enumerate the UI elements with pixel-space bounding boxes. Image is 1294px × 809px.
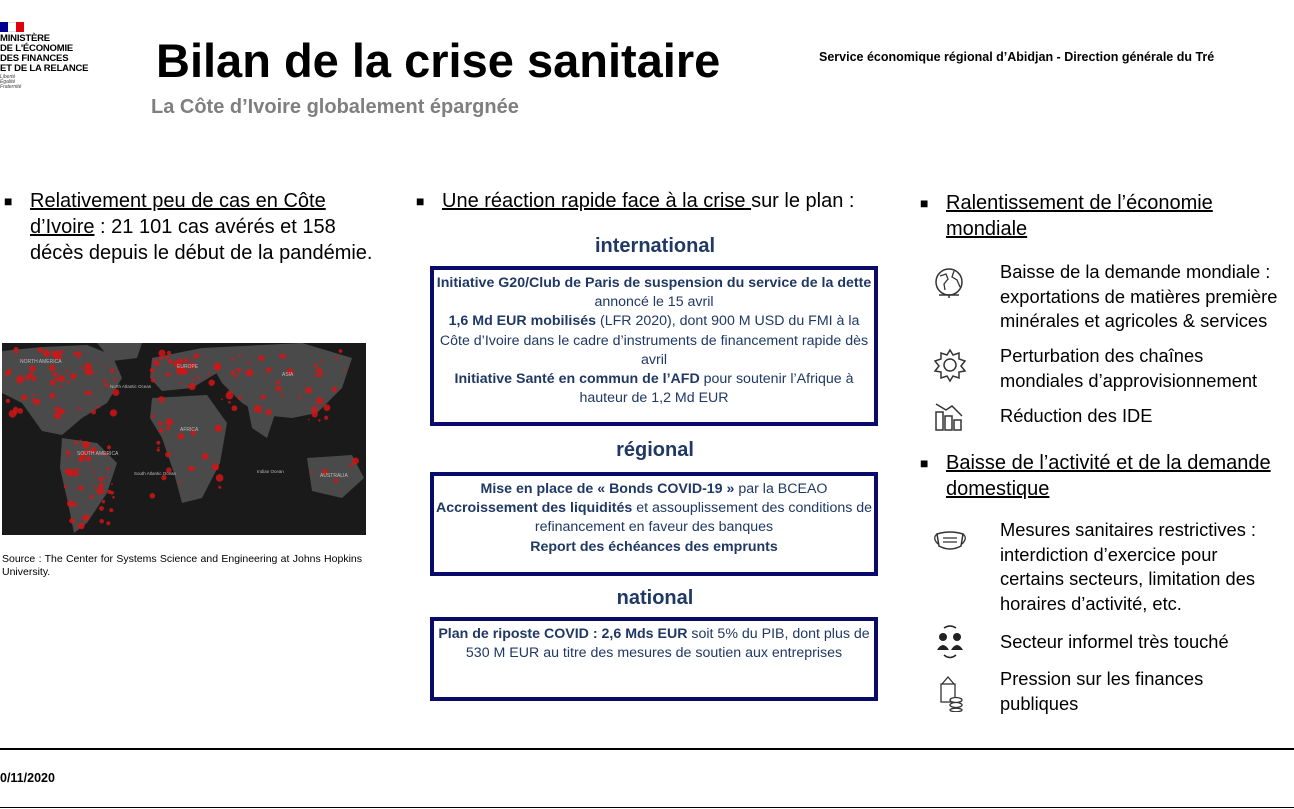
case-dot	[281, 394, 284, 397]
face-mask-icon	[930, 520, 970, 560]
case-dot	[110, 369, 114, 373]
item-finances	[1000, 667, 1203, 716]
case-dot	[82, 441, 90, 449]
case-dot	[5, 371, 10, 376]
case-dot	[167, 351, 171, 355]
case-dot	[261, 395, 266, 400]
case-dot	[54, 412, 61, 419]
case-dot	[107, 445, 111, 449]
case-dot	[150, 493, 156, 499]
case-dot	[78, 523, 85, 530]
case-dot	[212, 464, 219, 471]
cases-bullet-underlined: Relativement peu de cas en Côte d’Ivoire	[30, 190, 326, 238]
case-dot	[216, 474, 224, 482]
case-dot	[309, 472, 311, 474]
page-subtitle: La Côte d’Ivoire globalement épargnée	[151, 96, 519, 118]
case-dot	[236, 368, 241, 373]
item-measures-line: Mesures sanitaires restrictives :	[1000, 519, 1257, 540]
bullet-marker: ■	[920, 195, 929, 211]
item-measures-line: interdiction d’exercice pour	[1000, 543, 1218, 565]
french-flag-icon	[0, 22, 24, 32]
case-dot	[98, 359, 100, 361]
case-dot	[230, 371, 234, 375]
case-dot	[226, 392, 234, 400]
case-dot	[94, 486, 96, 488]
case-dot	[153, 360, 158, 365]
case-dot	[158, 447, 160, 449]
case-dot	[100, 519, 104, 523]
national-box	[430, 617, 878, 701]
case-dot	[276, 380, 280, 384]
case-dot	[99, 506, 104, 511]
case-dot	[335, 356, 338, 359]
page-title: Bilan de la crise sanitaire	[156, 34, 721, 87]
reaction-bullet	[416, 188, 912, 214]
item-measures	[1000, 518, 1256, 616]
case-dot	[316, 397, 323, 404]
case-dot	[158, 363, 160, 365]
item-demand-line: exportations de matières première	[1000, 285, 1278, 307]
case-dot	[349, 464, 352, 467]
case-dot	[275, 386, 281, 392]
footer-bottom-line	[0, 807, 1294, 808]
reg-line3-bold: Report des échéances des emprunts	[530, 538, 778, 555]
case-dot	[43, 350, 50, 357]
case-dot	[53, 372, 58, 377]
case-dot	[214, 363, 222, 371]
case-dot	[198, 468, 200, 470]
case-dot	[93, 472, 95, 474]
case-dot	[151, 378, 155, 382]
case-dot	[77, 351, 82, 356]
case-dot	[165, 372, 169, 376]
case-dot	[209, 380, 215, 386]
nat-line1-text: soit 5% du PIB, dont plus de 530 M EUR au titre des mesures de soutien aux entreprises	[465, 626, 870, 662]
case-dot	[228, 401, 231, 404]
slowdown-bullet-line2: mondiale	[946, 218, 1028, 240]
reg-line1-bold: Mise en place de « Bonds COVID-19 »	[480, 481, 735, 497]
case-dot	[102, 500, 105, 503]
item-fdi-line: Réduction des IDE	[1000, 405, 1153, 426]
case-dot	[319, 373, 323, 377]
case-dot	[165, 452, 171, 458]
case-dot	[69, 518, 75, 524]
case-dot	[192, 377, 194, 379]
world-map-svg	[2, 343, 366, 535]
regional-heading: régional	[616, 439, 694, 461]
motto-line: Liberté	[0, 74, 16, 80]
case-dot	[179, 382, 181, 384]
case-dot	[112, 389, 119, 396]
case-dot	[21, 395, 27, 401]
item-supply-line: Perturbation des chaînes	[1000, 345, 1204, 366]
ministry-logo	[0, 22, 110, 90]
case-dot	[152, 415, 155, 418]
item-finances-line: publiques	[1000, 692, 1079, 714]
case-dot	[17, 379, 21, 383]
intl-line3-text: pour soutenir l’Afrique à hauteur de 1,2 Md EUR	[579, 371, 854, 407]
ministry-line: ET DE LA RELANCE	[0, 63, 89, 74]
case-dot	[17, 408, 23, 414]
case-dot	[77, 356, 80, 359]
case-dot	[339, 349, 343, 353]
case-dot	[111, 483, 113, 485]
case-dot	[107, 467, 110, 470]
case-dot	[281, 354, 286, 359]
case-dot	[105, 383, 109, 387]
service-label: Service économique régional d’Abidjan - Direction générale du Tré	[819, 50, 1215, 64]
item-measures-line: horaires d’activité, etc.	[1000, 592, 1182, 614]
case-dot	[197, 376, 200, 379]
case-dot	[67, 456, 69, 458]
case-dot	[38, 347, 43, 352]
case-dot	[266, 367, 271, 372]
case-dot	[33, 398, 40, 405]
case-dot	[215, 425, 222, 432]
intl-line3-bold: Initiative Santé en commun de l’AFD	[454, 371, 700, 388]
item-demand	[1000, 260, 1277, 334]
case-dot	[59, 351, 63, 355]
intl-line2-text: (LFR 2020), dont 900 M USD du FMI à la Côte d’Ivoire dans le cadre d’instruments de financement rapide dès avril	[439, 313, 869, 368]
case-dot	[165, 356, 169, 360]
item-demand-line: minérales et agricoles & services	[1000, 310, 1268, 331]
case-dot	[66, 450, 71, 455]
slowdown-bullet	[920, 190, 1294, 242]
case-dot	[78, 486, 83, 491]
intl-line1-bold: Initiative G20/Club de Paris de suspension du service de la dette	[436, 275, 872, 291]
reg-line2-text: et assouplissement des conditions de refinancement en faveur des banques	[534, 500, 873, 536]
case-dot	[99, 483, 104, 488]
case-dot	[258, 355, 264, 361]
item-informal	[1000, 630, 1229, 655]
map-label: North Atlantic Ocean	[110, 384, 152, 389]
domestic-bullet-line2: domestique	[946, 478, 1050, 500]
case-dot	[28, 373, 34, 379]
case-dot	[67, 500, 74, 507]
map-label: SOUTH AMERICA	[77, 451, 119, 457]
footer-date: 0/11/2020	[0, 771, 55, 785]
case-dot	[66, 370, 69, 373]
case-dot	[80, 440, 82, 442]
case-dot	[314, 364, 318, 368]
case-dot	[14, 347, 19, 352]
map-label: EUROPE	[177, 364, 199, 370]
item-demand-line: Baisse de la demande mondiale :	[1000, 261, 1271, 282]
map-source: Source : The Center for Systems Science and Engineering at Johns Hopkins University.	[2, 553, 362, 578]
case-dot	[298, 395, 301, 398]
case-dot	[55, 377, 58, 380]
map-label: AUSTRALIA	[320, 473, 348, 479]
case-dot	[312, 411, 318, 417]
international-heading: international	[594, 235, 715, 257]
case-dot	[82, 516, 87, 521]
regional-box	[430, 472, 878, 576]
intl-line2-bold: 1,6 Md EUR mobilisés	[448, 313, 597, 330]
item-finances-line: Pression sur les finances	[1000, 668, 1204, 689]
case-dot	[112, 496, 115, 499]
case-dot	[96, 487, 104, 495]
case-dot	[266, 409, 272, 415]
case-dot	[80, 366, 83, 369]
case-dot	[166, 418, 174, 426]
case-dot	[85, 368, 93, 376]
case-dot	[67, 468, 75, 476]
map-label: AFRICA	[180, 427, 199, 433]
bullet-marker: ■	[920, 455, 929, 471]
case-dot	[318, 419, 320, 421]
motto-line: Fraternité	[0, 84, 22, 90]
map-label: NORTH AMERICA	[20, 359, 62, 365]
map-label: South Atlantic Ocean	[134, 471, 177, 476]
item-supply	[1000, 344, 1257, 393]
case-dot	[97, 406, 100, 409]
case-dot	[74, 503, 78, 507]
case-dot	[238, 397, 241, 400]
public-finance-icon	[930, 672, 970, 712]
case-dot	[254, 405, 262, 413]
case-dot	[158, 396, 164, 402]
case-dot	[159, 356, 163, 360]
case-dot	[90, 495, 94, 499]
cases-bullet	[4, 188, 380, 266]
case-dot	[195, 353, 199, 357]
map-label: Indian Ocean	[257, 469, 284, 474]
item-measures-line: certains secteurs, limitation des	[1000, 568, 1256, 589]
case-dot	[315, 374, 318, 377]
national-heading: national	[616, 587, 694, 609]
case-dot	[247, 361, 250, 364]
item-informal-line: Secteur informel très touché	[1000, 631, 1229, 652]
case-dot	[151, 374, 153, 376]
case-dot	[103, 379, 106, 382]
case-dot	[49, 393, 55, 399]
case-dot	[170, 374, 172, 376]
case-dot	[232, 358, 235, 361]
case-dot	[344, 369, 346, 371]
case-dot	[74, 352, 78, 356]
case-dot	[50, 380, 56, 386]
case-dot	[159, 428, 164, 433]
case-dot	[58, 375, 65, 382]
case-dot	[84, 391, 87, 394]
case-dot	[168, 359, 173, 364]
case-dot	[352, 463, 355, 466]
intl-line1-text: annoncé le 15 avril	[594, 294, 714, 311]
domestic-bullet	[920, 450, 1294, 502]
case-dot	[279, 355, 281, 357]
case-dot	[32, 394, 35, 397]
case-dot	[106, 521, 110, 525]
ministry-line: DE L'ÉCONOMIE	[0, 43, 74, 54]
domestic-bullet-line1: Baisse de l’activité et de la demande	[946, 452, 1271, 474]
case-dot	[90, 465, 92, 467]
case-dot	[14, 411, 17, 414]
case-dot	[179, 481, 181, 483]
case-dot	[193, 379, 195, 381]
case-dot	[202, 453, 209, 460]
bullet-marker: ■	[416, 193, 425, 209]
case-dot	[185, 384, 187, 386]
case-dot	[15, 351, 18, 354]
case-dot	[29, 365, 36, 372]
case-dot	[110, 491, 114, 495]
case-dot	[70, 373, 76, 379]
case-dot	[67, 381, 70, 384]
case-dot	[324, 404, 331, 411]
case-dot	[184, 358, 189, 363]
reaction-bullet-text: sur le plan :	[751, 190, 855, 212]
case-dot	[308, 419, 310, 421]
case-dot	[239, 355, 242, 358]
case-dot	[78, 407, 81, 410]
case-dot	[6, 399, 10, 403]
case-dot	[221, 399, 223, 401]
case-dot	[232, 405, 238, 411]
case-dot	[91, 410, 96, 415]
case-dot	[114, 378, 117, 381]
case-dot	[109, 508, 113, 512]
case-dot	[158, 421, 163, 426]
case-dot	[316, 368, 322, 374]
case-dot	[99, 477, 104, 482]
case-dot	[49, 365, 56, 372]
case-dot	[189, 466, 195, 472]
case-dot	[324, 416, 328, 420]
reg-line2-bold: Accroissement des liquidités	[435, 500, 633, 517]
motto-line: Égalité	[0, 79, 16, 85]
case-dot	[157, 448, 160, 451]
reaction-bullet-underlined: Une réaction rapide face à la crise	[442, 190, 752, 212]
nat-line1-bold: Plan de riposte COVID : 2,6 Mds EUR	[438, 626, 688, 642]
case-dot	[106, 477, 108, 479]
case-dot	[305, 392, 307, 394]
item-fdi	[1000, 404, 1152, 429]
ministry-line: MINISTÈRE	[0, 33, 50, 44]
case-dot	[156, 441, 160, 445]
item-supply-line: mondiales d’approvisionnement	[1000, 369, 1258, 391]
case-dot	[74, 441, 78, 445]
case-dot	[110, 409, 117, 416]
case-dot	[60, 386, 62, 388]
people-icon	[930, 622, 970, 662]
case-dot	[235, 375, 238, 378]
map-label: ASIA	[282, 372, 294, 378]
slowdown-bullet-line1: Ralentissement de l’économie	[946, 192, 1213, 214]
case-dot	[64, 485, 67, 488]
case-dot	[332, 387, 337, 392]
international-box	[430, 266, 878, 426]
case-dot	[76, 468, 80, 472]
footer-divider	[0, 748, 1294, 750]
bullet-marker: ■	[4, 193, 13, 209]
covid-world-map	[2, 343, 366, 535]
reg-line1-text: par la BCEAO	[734, 481, 828, 497]
gear-icon	[930, 345, 970, 385]
case-dot	[208, 373, 211, 376]
case-dot	[212, 463, 214, 465]
case-dot	[166, 426, 170, 430]
globe-icon	[930, 262, 970, 302]
ministry-line: DES FINANCES	[0, 53, 69, 64]
case-dot	[189, 383, 196, 390]
case-dot	[218, 486, 221, 489]
case-dot	[246, 369, 254, 377]
case-dot	[320, 359, 322, 361]
coins-decline-icon	[930, 396, 970, 436]
case-dot	[105, 366, 107, 368]
case-dot	[150, 368, 155, 373]
cases-bullet-text: : 21 101 cas avérés et 158 décès depuis le début de la pandémie.	[30, 216, 373, 264]
case-dot	[159, 350, 166, 357]
case-dot	[178, 433, 185, 440]
